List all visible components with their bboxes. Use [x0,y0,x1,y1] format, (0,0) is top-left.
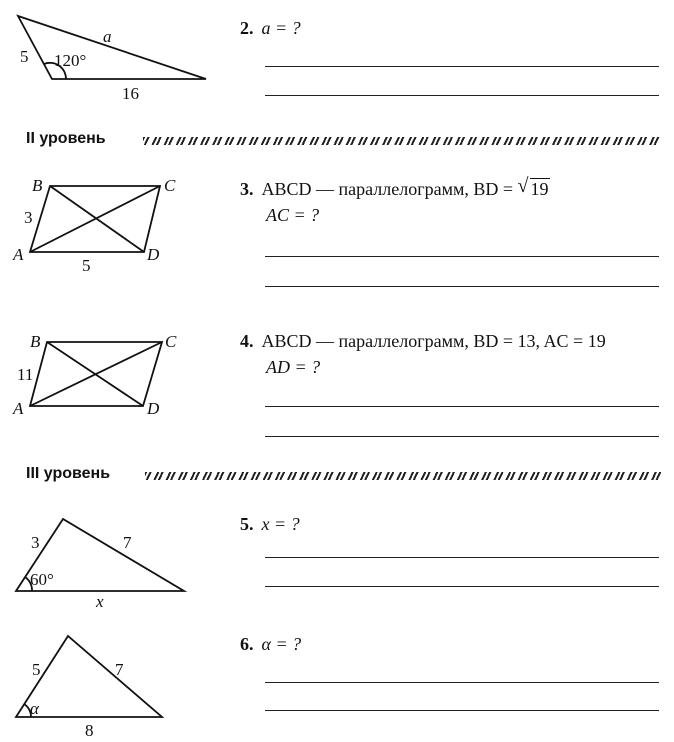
triangle-figure-6 [0,625,230,740]
triangle-figure-2 [0,0,230,110]
vertex-b: B [32,176,43,195]
vertex-d: D [147,245,160,264]
answer-line[interactable] [265,586,659,587]
answer-line[interactable] [265,256,659,257]
side-label-5: 5 [20,47,29,66]
problem-number: 5. [240,514,254,534]
triangle-figure-5 [0,505,230,615]
vertex-c: C [165,332,177,351]
answer-line[interactable] [265,406,659,407]
side-label-3: 3 [31,533,40,552]
vertex-a: A [13,399,24,418]
level-divider [143,137,661,145]
side-label-a: a [103,27,112,46]
answer-line[interactable] [265,682,659,683]
side-label-8: 8 [85,721,94,740]
vertex-d: D [147,399,160,418]
side-label-7: 7 [115,660,124,679]
side-label-5: 5 [32,660,41,679]
problem-5 [240,513,300,535]
problem-question: a = ? [261,18,301,38]
vertex-c: C [164,176,176,195]
problem-statement: ABCD — параллелограмм, BD = 13, AC = 19 [261,331,606,351]
side-label-3: 3 [24,208,33,227]
answer-line[interactable] [265,436,659,437]
problem-question: AC = ? [266,205,320,225]
problem-number: 4. [240,331,254,351]
side-label-16: 16 [122,84,139,103]
level-divider [145,472,661,480]
side-label-5: 5 [82,256,91,275]
problem-number: 6. [240,634,254,654]
problem-statement: ABCD — параллелограмм, BD = [261,179,514,199]
problem-number: 2. [240,18,254,38]
sqrt-symbol: √ 19 [517,175,549,199]
parallelogram-figure-4 [0,326,230,436]
angle-label-120: 120° [54,51,87,70]
answer-line[interactable] [265,286,659,287]
level-heading-3: III уровень [26,465,111,482]
problem-2 [240,17,301,39]
diagonal-bd [47,342,143,406]
answer-line[interactable] [265,557,659,558]
angle-label-alpha: α [30,699,39,718]
problem-number: 3. [240,179,254,199]
triangle-2 [18,16,206,79]
vertex-a: A [13,245,24,264]
diagonal-bd [50,186,144,252]
problem-question: AD = ? [266,357,321,377]
angle-label-60: 60° [30,570,54,589]
problem-3 [240,175,550,225]
answer-line[interactable] [265,710,659,711]
level-heading-2: II уровень [26,130,106,147]
problem-4 [240,330,606,377]
side-label-11: 11 [17,365,34,384]
side-label-x: x [96,592,104,611]
problem-question: x = ? [261,514,300,534]
answer-line[interactable] [265,95,659,96]
side-label-7: 7 [123,533,132,552]
vertex-b: B [30,332,41,351]
diagonal-ac [30,186,160,252]
problem-6 [240,633,301,655]
problem-question: α = ? [261,634,302,654]
sqrt-radicand: 19 [530,179,549,199]
parallelogram-figure-3 [0,170,230,280]
answer-line[interactable] [265,66,659,67]
